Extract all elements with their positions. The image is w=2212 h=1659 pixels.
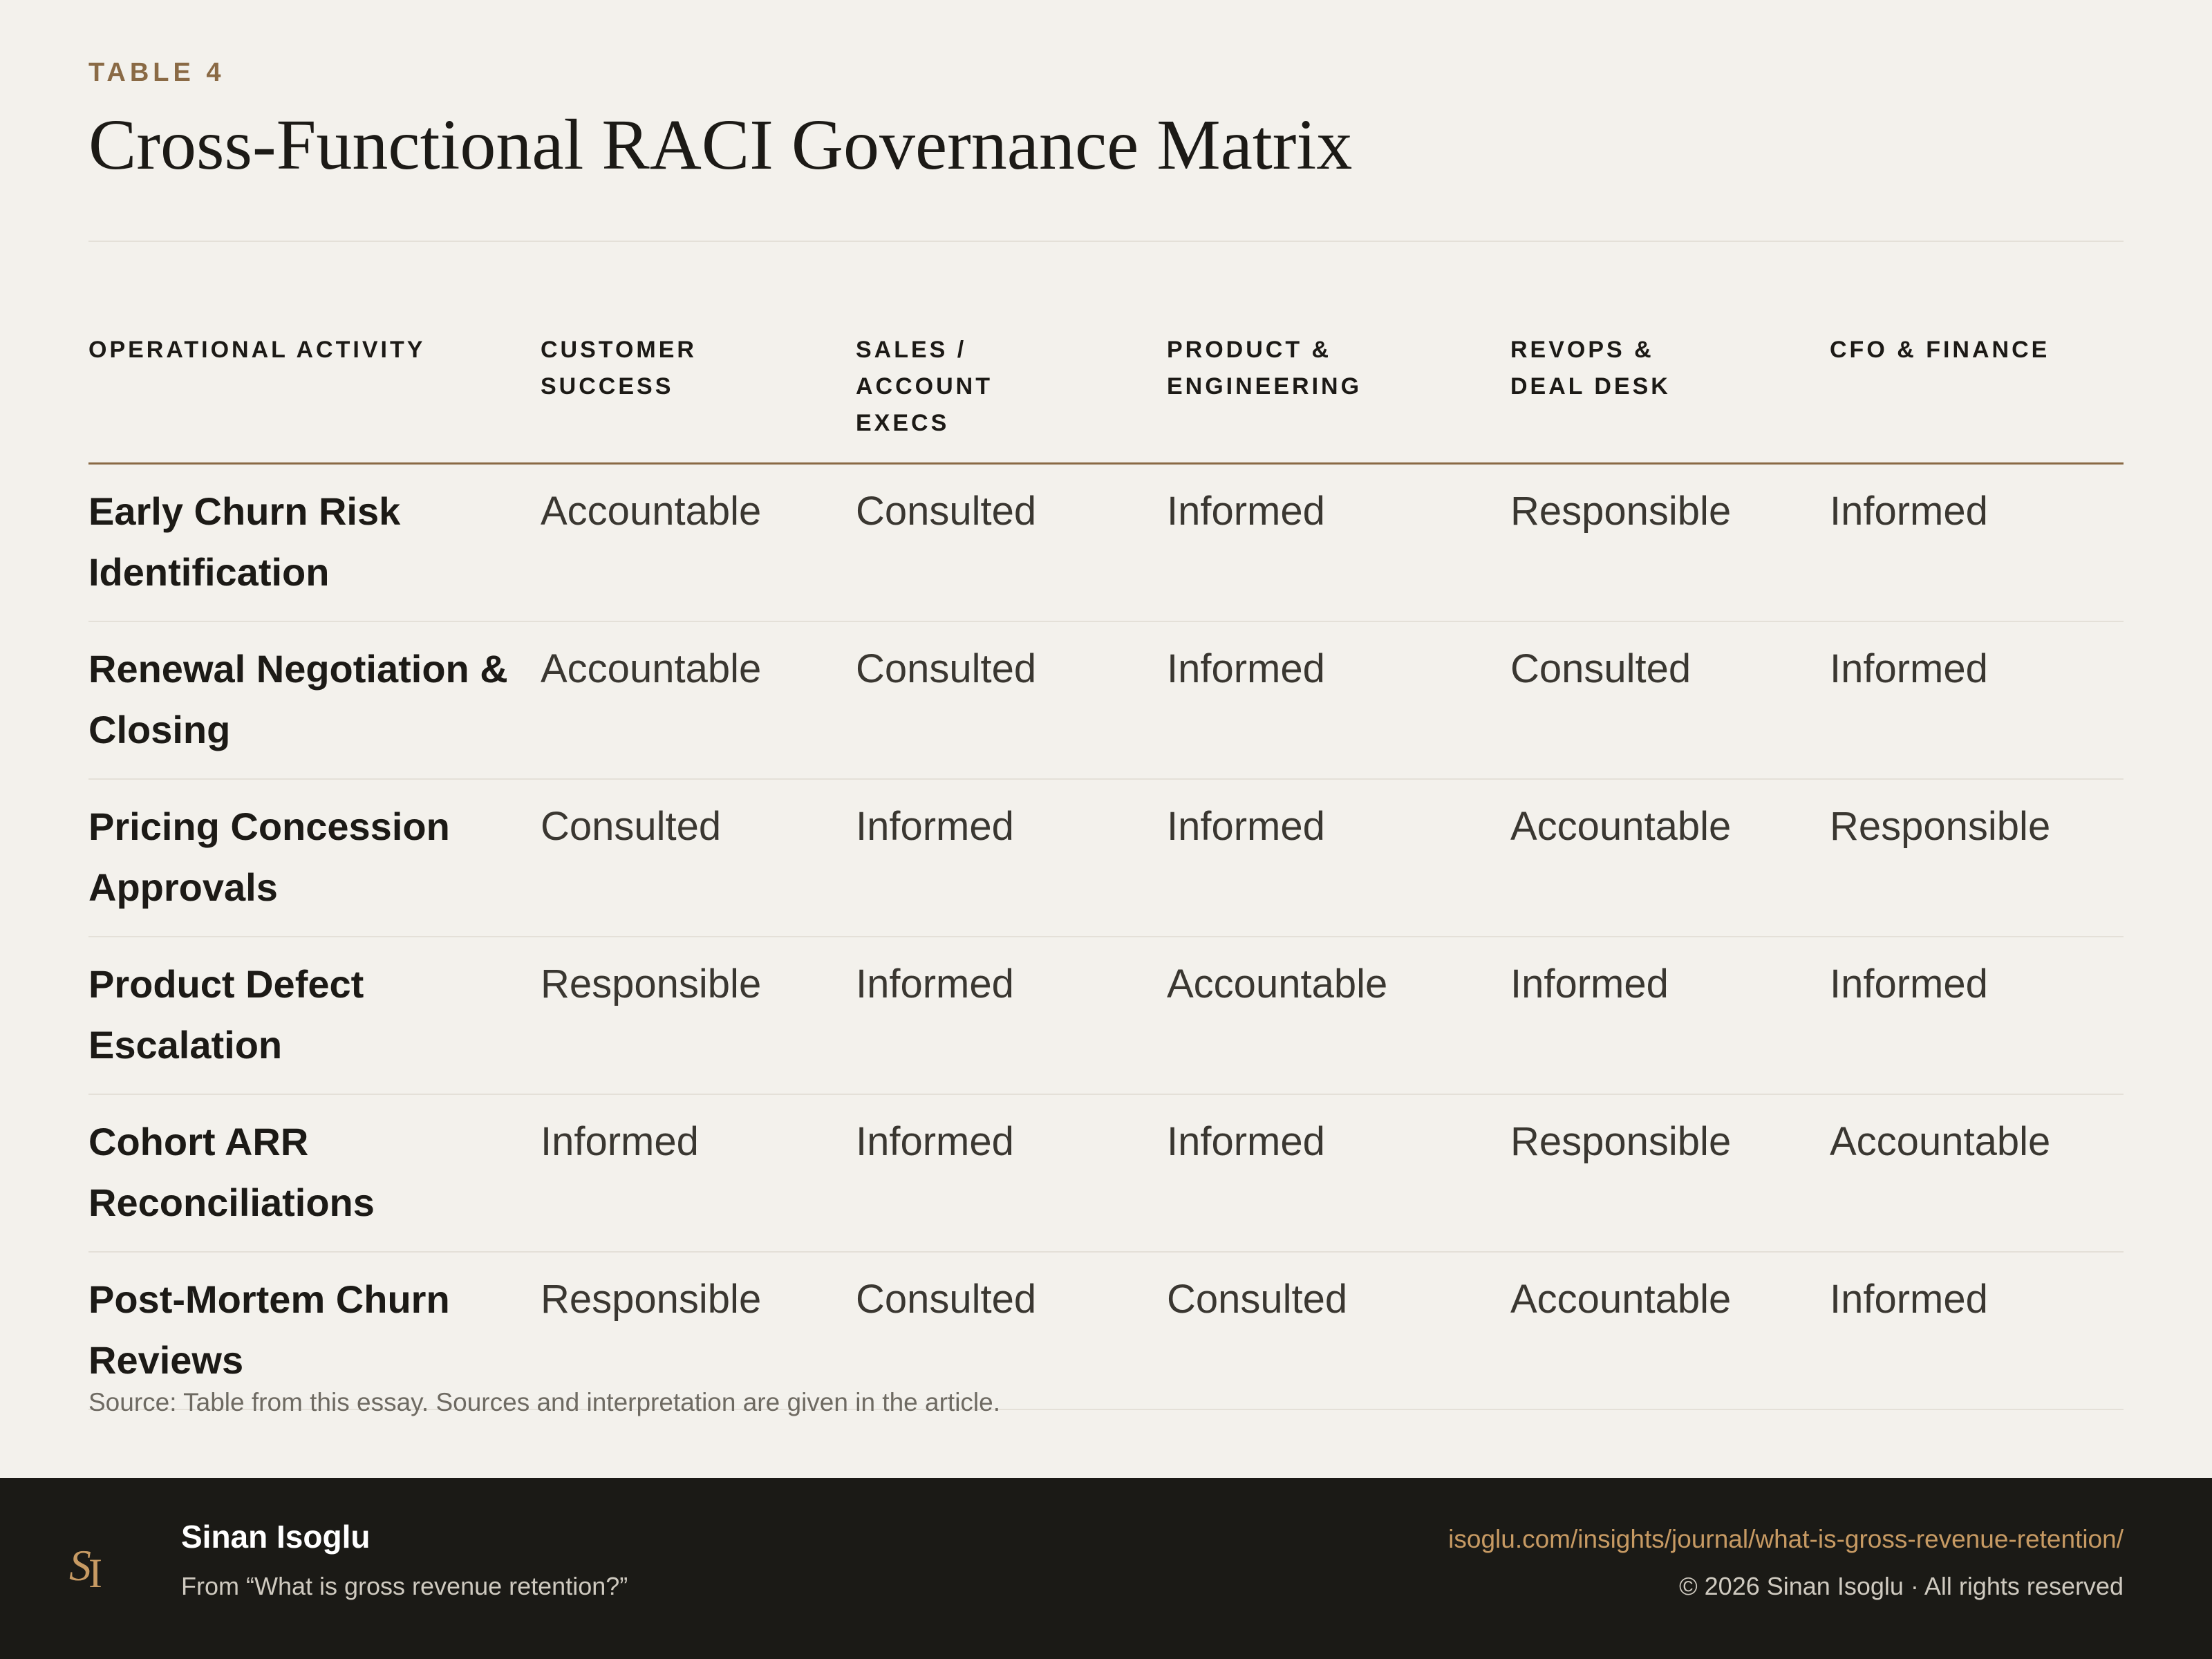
table-row: [88, 779, 2124, 937]
role-cell: Informed: [1167, 779, 1510, 937]
role-cell: Informed: [1167, 621, 1510, 779]
footer: [0, 1478, 2212, 1659]
source-note: Source: Table from this essay. Sources and interpretation are given in the article.: [88, 1388, 1000, 1416]
column-header-customer-success: CUSTOMER SUCCESS: [541, 332, 856, 464]
role-cell: Responsible: [1510, 464, 1830, 622]
role-cell: Accountable: [541, 621, 856, 779]
role-cell: Informed: [1167, 464, 1510, 622]
role-cell: Consulted: [856, 621, 1167, 779]
table-eyebrow: TABLE 4: [88, 58, 225, 87]
role-cell: Informed: [856, 1094, 1167, 1252]
monogram-logo-icon: [64, 1537, 119, 1595]
activity-cell: Product Defect Escalation: [88, 937, 541, 1094]
role-cell: Accountable: [541, 464, 856, 622]
role-cell: Consulted: [856, 1252, 1167, 1409]
column-header-sales: SALES / ACCOUNT EXECS: [856, 332, 1167, 464]
role-cell: Accountable: [1830, 1094, 2124, 1252]
column-header-product: PRODUCT & ENGINEERING: [1167, 332, 1510, 464]
role-cell: Consulted: [1167, 1252, 1510, 1409]
activity-cell: Renewal Negotiation & Closing: [88, 621, 541, 779]
role-cell: Informed: [541, 1094, 856, 1252]
column-header-activity: OPERATIONAL ACTIVITY: [88, 332, 541, 464]
role-cell: Responsible: [1510, 1094, 1830, 1252]
table-row: [88, 1252, 2124, 1409]
column-header-cfo: CFO & FINANCE: [1830, 332, 2124, 464]
svg-text:I: I: [88, 1550, 102, 1595]
role-cell: Informed: [856, 937, 1167, 1094]
role-cell: Informed: [1510, 937, 1830, 1094]
svg-text:S: S: [69, 1541, 91, 1590]
role-cell: Responsible: [541, 1252, 856, 1409]
raci-table: [88, 332, 2124, 1410]
activity-cell: Pricing Concession Approvals: [88, 779, 541, 937]
table-row: [88, 937, 2124, 1094]
role-cell: Accountable: [1510, 1252, 1830, 1409]
role-cell: Informed: [1167, 1094, 1510, 1252]
role-cell: Responsible: [541, 937, 856, 1094]
role-cell: Accountable: [1510, 779, 1830, 937]
table-header-row: [88, 332, 2124, 464]
role-cell: Consulted: [541, 779, 856, 937]
role-cell: Informed: [1830, 621, 2124, 779]
title-divider: [88, 241, 2124, 242]
role-cell: Consulted: [1510, 621, 1830, 779]
role-cell: Informed: [856, 779, 1167, 937]
footer-source-article: From “What is gross revenue retention?”: [181, 1572, 628, 1600]
role-cell: Consulted: [856, 464, 1167, 622]
page-title: Cross-Functional RACI Governance Matrix: [88, 105, 1353, 185]
role-cell: Responsible: [1830, 779, 2124, 937]
role-cell: Accountable: [1167, 937, 1510, 1094]
table-row: [88, 464, 2124, 622]
footer-copyright: © 2026 Sinan Isoglu · All rights reserved: [1679, 1572, 2124, 1600]
role-cell: Informed: [1830, 464, 2124, 622]
table-row: [88, 621, 2124, 779]
activity-cell: Post-Mortem Churn Reviews: [88, 1252, 541, 1409]
role-cell: Informed: [1830, 1252, 2124, 1409]
activity-cell: Cohort ARR Reconciliations: [88, 1094, 541, 1252]
footer-author: Sinan Isoglu: [181, 1519, 371, 1555]
footer-article-link[interactable]: isoglu.com/insights/journal/what-is-gross-revenue-retention/: [1448, 1525, 2124, 1553]
table-row: [88, 1094, 2124, 1252]
activity-cell: Early Churn Risk Identification: [88, 464, 541, 622]
column-header-revops: REVOPS & DEAL DESK: [1510, 332, 1830, 464]
role-cell: Informed: [1830, 937, 2124, 1094]
